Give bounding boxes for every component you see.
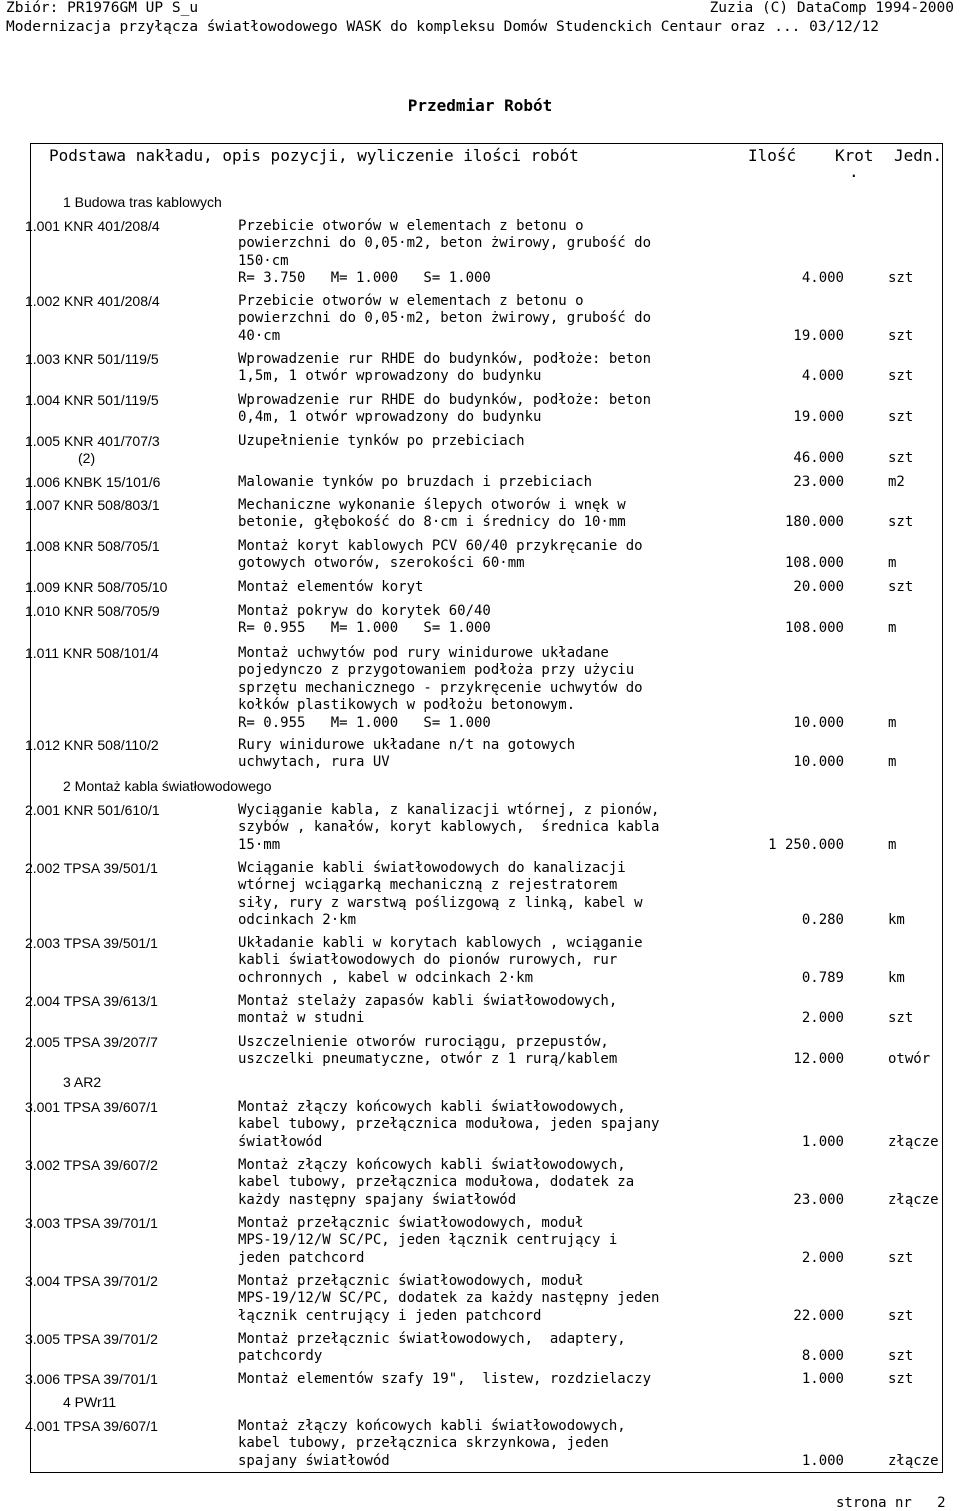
item-description-line: powierzchni do 0,05·m2, beton żwirowy, grubość do: [238, 235, 652, 252]
section-heading: 4 PWr11: [63, 1394, 117, 1410]
item-description-line: Montaż stelaży zapasów kabli światłowodowych,: [238, 993, 618, 1009]
item-description-line: siły, rury z warstwą poślizgową z linką, kabel w: [238, 894, 643, 911]
item-unit: m: [888, 714, 897, 731]
item-unit: szt: [888, 1348, 914, 1365]
item-number: 1.009 KNR 508/705/10: [25, 579, 168, 595]
item-quantity: 1 250.000: [768, 836, 844, 853]
item-description-line: Przebicie otworów w elementach z betonu o: [238, 218, 584, 234]
item-description-line: betonie, głębokość do 8·cm i średnicy do 10·mm: [238, 514, 626, 531]
item-number: 1.002 KNR 401/208/4: [25, 293, 160, 309]
item-description-line: pojedynczo z przygotowaniem podłoża przy użyciu: [238, 662, 635, 679]
item-description-line: gotowych otworów, szerokości 60·mm: [238, 555, 525, 572]
item-unit: szt: [888, 327, 914, 344]
item-description-line: szybów , kanałów, koryt kablowych, średnica kabla: [238, 819, 660, 836]
item-description-line: Montaż złączy końcowych kabli światłowodowych,: [238, 1418, 626, 1434]
column-unit: Jedn.: [894, 146, 943, 165]
item-description-line: Montaż przełącznic światłowodowych, moduł: [238, 1215, 584, 1231]
item-number: 1.003 KNR 501/119/5: [25, 351, 159, 367]
item-quantity: 108.000: [784, 620, 844, 637]
item-quantity: 108.000: [784, 555, 844, 572]
item-quantity: 4.000: [801, 270, 844, 287]
column-description: Podstawa nakładu, opis pozycji, wyliczenie ilości robót: [49, 146, 579, 165]
item-description-line: światłowód: [238, 1133, 323, 1150]
item-number: 1.004 KNR 501/119/5: [25, 392, 159, 408]
item-quantity: 10.000: [793, 714, 844, 731]
item-unit: złącze: [888, 1191, 939, 1208]
item-description-line: każdy następny spajany światłowód: [238, 1191, 517, 1208]
item-description-line: MPS-19/12/W SC/PC, dodatek za każdy następny jeden: [238, 1290, 660, 1307]
item-unit: m2: [888, 474, 905, 490]
item-number: 3.002 TPSA 39/607/2: [25, 1157, 158, 1173]
item-description-line: Montaż przełącznic światłowodowych, adaptery,: [238, 1331, 626, 1347]
item-description-line: Montaż elementów szafy 19", listew, rozdzielaczy: [238, 1371, 652, 1387]
item-description-line: patchcordy: [238, 1348, 323, 1365]
item-description-line: ochronnych , kabel w odcinkach 2·km: [238, 969, 534, 986]
column-krot: Krot: [835, 146, 874, 165]
item-quantity: 0.789: [801, 969, 844, 986]
item-description-line: R= 0.955 M= 1.000 S= 1.000: [238, 620, 491, 637]
item-description-line: Montaż pokryw do korytek 60/40: [238, 603, 491, 619]
column-quantity: Ilość: [748, 146, 797, 165]
item-description-line: R= 0.955 M= 1.000 S= 1.000: [238, 714, 491, 731]
item-description-line: łącznik centrujący i jeden patchcord: [238, 1307, 542, 1324]
item-description-line: 0,4m, 1 otwór wprowadzony do budynku: [238, 409, 542, 426]
item-description-line: R= 3.750 M= 1.000 S= 1.000: [238, 270, 491, 287]
item-description-line: Montaż elementów koryt: [238, 579, 424, 595]
item-description-line: Uszczelnienie otworów rurociągu, przepustów,: [238, 1034, 609, 1050]
item-number: 1.001 KNR 401/208/4: [25, 218, 160, 234]
item-description-line: Montaż złączy końcowych kabli światłowodowych,: [238, 1099, 626, 1115]
item-unit: złącze: [888, 1452, 939, 1469]
item-unit: szt: [888, 1371, 914, 1387]
item-number: 2.005 TPSA 39/207/7: [25, 1034, 158, 1050]
item-description-line: Montaż koryt kablowych PCV 60/40 przykręcanie do: [238, 538, 643, 554]
page-number: strona nr 2: [836, 1495, 946, 1511]
item-number: 3.003 TPSA 39/701/1: [25, 1215, 158, 1231]
item-quantity: 10.000: [793, 754, 844, 771]
item-number: 3.004 TPSA 39/701/2: [25, 1273, 158, 1289]
item-unit: szt: [888, 409, 914, 426]
item-quantity: 2.000: [801, 1010, 844, 1027]
item-description-line: 1,5m, 1 otwór wprowadzony do budynku: [238, 368, 542, 385]
item-number: 2.001 KNR 501/610/1: [25, 802, 160, 818]
item-number-extra: (2): [78, 450, 96, 467]
item-quantity: 1.000: [801, 1452, 844, 1469]
item-number: 4.001 TPSA 39/607/1: [25, 1418, 158, 1434]
item-unit: szt: [888, 1010, 914, 1027]
item-quantity: 8.000: [801, 1348, 844, 1365]
item-unit: szt: [888, 450, 914, 467]
item-description-line: Wprowadzenie rur RHDE do budynków, podłoże: beton: [238, 392, 652, 408]
item-description-line: kabli światłowodowych do pionów rurowych, rur: [238, 952, 618, 969]
item-number: 3.006 TPSA 39/701/1: [25, 1371, 158, 1387]
item-description-line: montaż w studni: [238, 1010, 365, 1027]
item-unit: szt: [888, 514, 914, 531]
item-description-line: Rury winidurowe układane n/t na gotowych: [238, 737, 576, 753]
item-number: 1.007 KNR 508/803/1: [25, 497, 160, 513]
item-unit: m: [888, 555, 897, 572]
item-description-line: Montaż przełącznic światłowodowych, moduł: [238, 1273, 584, 1289]
item-number: 1.008 KNR 508/705/1: [25, 538, 160, 554]
item-description-line: Malowanie tynków po bruzdach i przebiciach: [238, 474, 593, 490]
item-unit: km: [888, 912, 905, 929]
item-number: 3.005 TPSA 39/701/2: [25, 1331, 158, 1347]
item-unit: szt: [888, 368, 914, 385]
item-unit: złącze: [888, 1133, 939, 1150]
header-left: Zbiór: PR1976GM UP S_u: [6, 0, 199, 16]
item-number: 2.002 TPSA 39/501/1: [25, 860, 158, 876]
item-unit: szt: [888, 270, 914, 287]
item-quantity: 12.000: [793, 1051, 844, 1068]
item-description-line: Wprowadzenie rur RHDE do budynków, podłoże: beton: [238, 351, 652, 367]
item-description-line: 15·mm: [238, 836, 281, 853]
item-number: 2.003 TPSA 39/501/1: [25, 935, 158, 951]
item-quantity: 22.000: [793, 1307, 844, 1324]
item-number: 1.010 KNR 508/705/9: [25, 603, 160, 619]
item-description-line: Montaż uchwytów pod rury winidurowe układane: [238, 645, 609, 661]
item-quantity: 19.000: [793, 327, 844, 344]
item-quantity: 20.000: [793, 579, 844, 595]
item-description-line: 150·cm: [238, 252, 289, 269]
item-description-line: 40·cm: [238, 327, 281, 344]
item-description-line: Wciąganie kabli światłowodowych do kanalizacji: [238, 860, 626, 876]
item-description-line: kołków plastikowych w podłożu betonowym.: [238, 697, 576, 714]
item-description-line: Uzupełnienie tynków po przebiciach: [238, 433, 525, 449]
item-description-line: spajany światłowód: [238, 1452, 390, 1469]
item-unit: szt: [888, 1307, 914, 1324]
item-description-line: Montaż złączy końcowych kabli światłowodowych,: [238, 1157, 626, 1173]
item-number: 3.001 TPSA 39/607/1: [25, 1099, 158, 1115]
item-description-line: Układanie kabli w korytach kablowych , wciąganie: [238, 935, 643, 951]
item-number: 1.012 KNR 508/110/2: [25, 737, 159, 753]
item-description-line: uszczelki pneumatyczne, otwór z 1 rurą/kablem: [238, 1051, 618, 1068]
column-krot-dot: .: [849, 162, 859, 181]
item-unit: szt: [888, 579, 914, 595]
item-quantity: 0.280: [801, 912, 844, 929]
item-quantity: 23.000: [793, 474, 844, 490]
item-description-line: jeden patchcord: [238, 1249, 365, 1266]
item-description-line: powierzchni do 0,05·m2, beton żwirowy, grubość do: [238, 310, 652, 327]
item-quantity: 180.000: [784, 514, 844, 531]
item-unit: km: [888, 969, 905, 986]
item-quantity: 23.000: [793, 1191, 844, 1208]
page-title: Przedmiar Robót: [407, 96, 553, 115]
item-description-line: wtórnej wciągarką mechaniczną z rejestratorem: [238, 877, 618, 894]
item-description-line: kabel tubowy, przełącznica modułowa, dodatek za: [238, 1174, 635, 1191]
item-description-line: Wyciąganie kabla, z kanalizacji wtórnej, z pionów,: [238, 802, 660, 818]
section-heading: 2 Montaż kabla światłowodowego: [63, 778, 272, 794]
item-quantity: 1.000: [801, 1133, 844, 1150]
item-number: 2.004 TPSA 39/613/1: [25, 993, 158, 1009]
item-description-line: Mechaniczne wykonanie ślepych otworów i wnęk w: [238, 497, 626, 513]
item-unit: m: [888, 620, 897, 637]
item-number: 1.011 KNR 508/101/4: [25, 645, 159, 661]
header-project-line: Modernizacja przyłącza światłowodowego WASK do kompleksu Domów Studenckich Centaur oraz ... 03/12/12: [6, 19, 879, 35]
item-description-line: Przebicie otworów w elementach z betonu o: [238, 293, 584, 309]
item-description-line: kabel tubowy, przełącznica modułowa, jeden spajany: [238, 1116, 660, 1133]
section-heading: 3 AR2: [63, 1074, 102, 1090]
item-unit: otwór: [888, 1051, 931, 1068]
item-unit: m: [888, 836, 897, 853]
item-quantity: 4.000: [801, 368, 844, 385]
item-quantity: 46.000: [793, 450, 844, 467]
item-quantity: 2.000: [801, 1249, 844, 1266]
header-right: Zuzia (C) DataComp 1994-2000: [709, 0, 954, 16]
item-unit: szt: [888, 1249, 914, 1266]
item-number: 1.006 KNBK 15/101/6: [25, 474, 161, 490]
item-description-line: kabel tubowy, przełącznica skrzynkowa, jeden: [238, 1435, 609, 1452]
item-description-line: uchwytach, rura UV: [238, 754, 390, 771]
item-description-line: odcinkach 2·km: [238, 912, 357, 929]
item-number: 1.005 KNR 401/707/3: [25, 433, 160, 449]
section-heading: 1 Budowa tras kablowych: [63, 194, 222, 210]
item-description-line: sprzętu mechanicznego - przykręcenie uchwytów do: [238, 679, 643, 696]
item-quantity: 19.000: [793, 409, 844, 426]
item-unit: m: [888, 754, 897, 771]
item-quantity: 1.000: [801, 1371, 844, 1387]
item-description-line: MPS-19/12/W SC/PC, jeden łącznik centrujący i: [238, 1232, 618, 1249]
